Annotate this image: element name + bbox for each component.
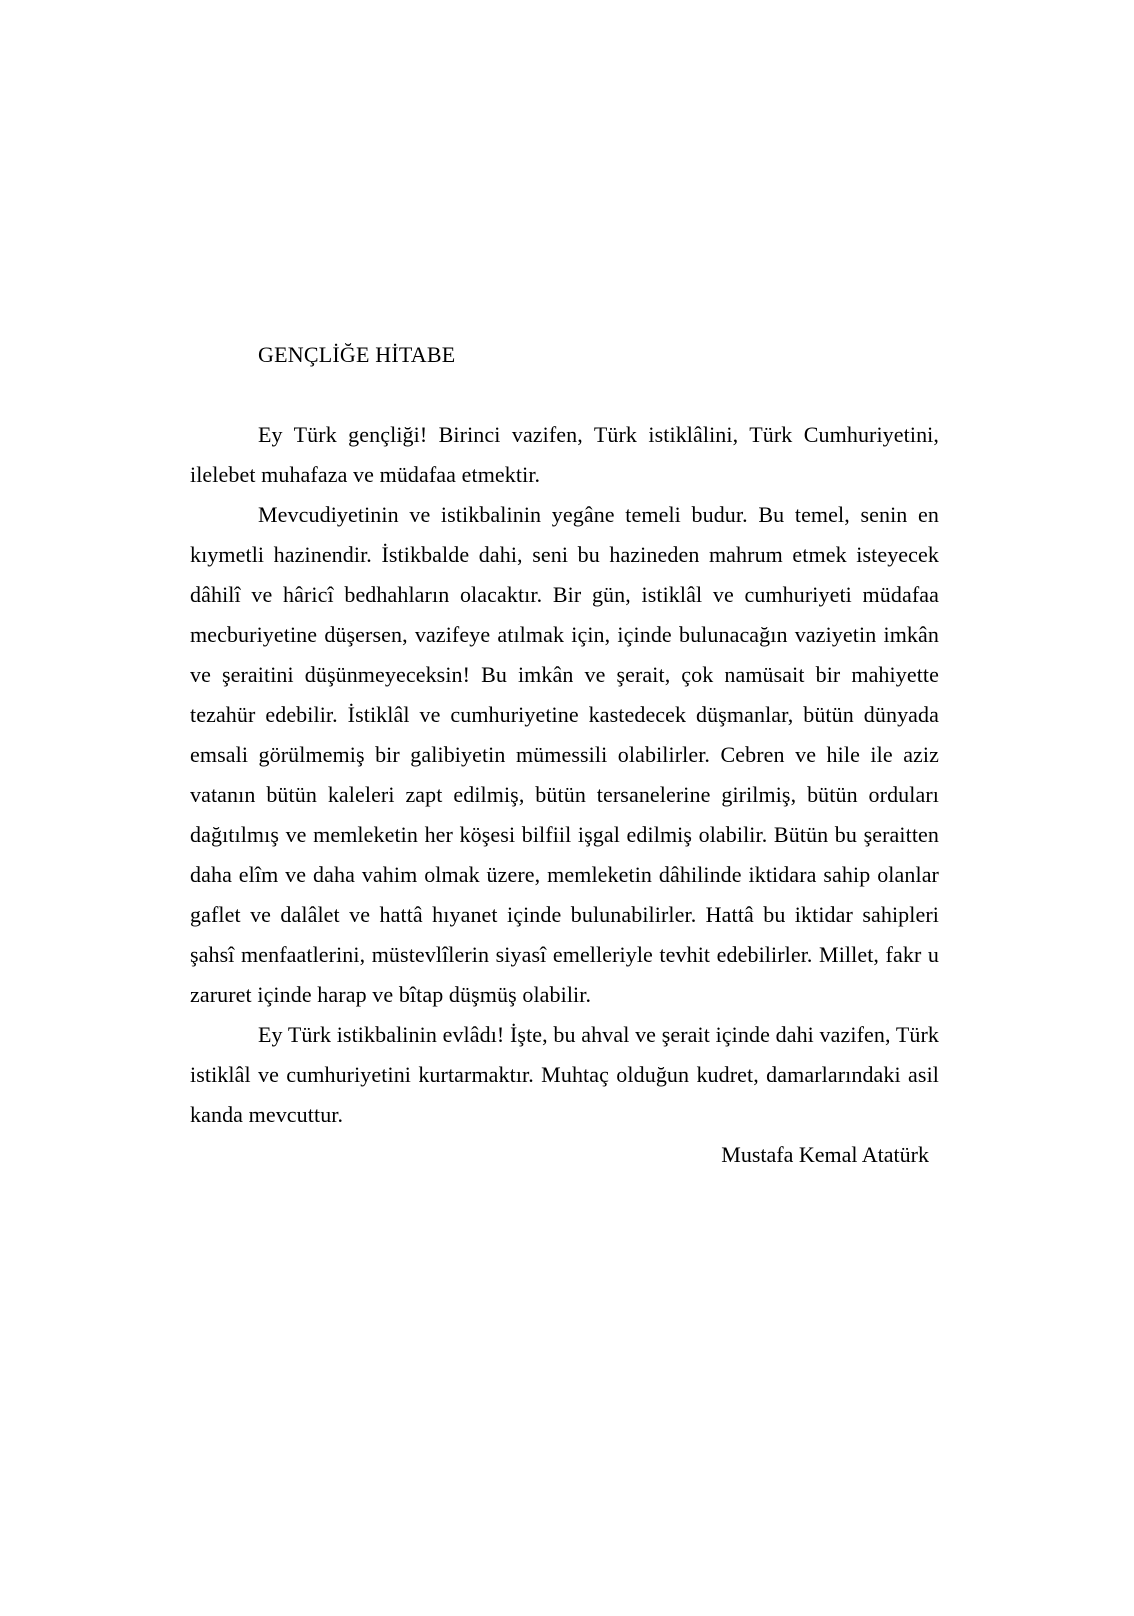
paragraph-closing: Ey Türk istikbalinin evlâdı! İşte, bu ahval ve şerait içinde dahi vazifen, Türk istiklâl ve cumhuriyetini kurtarmaktır. Muhtaç olduğun kudret, damarlarındaki asil kanda mevcuttur. bbox=[190, 1022, 939, 1127]
document-title: GENÇLİĞE HİTABE bbox=[258, 342, 456, 367]
paragraph-body: Mevcudiyetinin ve istikbalinin yegâne temeli budur. Bu temel, senin en kıymetli hazinendir. İstikbalde dahi, seni bu hazineden mahrum etmek isteyecek dâhilî ve hâricî bedhahların olacaktır. Bir gün, istiklâl ve cumhuriyeti müdafaa mecburiyetine düşersen, vazifeye atılmak için, içinde bulunacağın vaziyetin imkân ve şeraitini düşünmeyeceksin! Bu imkân ve şerait, çok namüsait bir mahiyette tezahür edebilir. İstiklâl ve cumhuriyetine kastedecek düşmanlar, bütün dünyada emsali görülmemiş bir galibiyetin mümessili olabilirler. Cebren ve hile ile aziz vatanın bütün kaleleri zapt edilmiş, bütün tersanelerine girilmiş, bütün orduları dağıtılmış ve memleketin her köşesi bilfiil işgal edilmiş olabilir. Bütün bu şeraitten daha elîm ve daha vahim olmak üzere, memleketin dâhilinde iktidara sahip olanlar gaflet ve dalâlet ve hattâ hıyanet içinde bulunabilirler. Hattâ bu iktidar sahipleri şahsî menfaatlerini, müstevlîlerin siyasî emelleriyle tevhit edebilirler. Millet, fakr u zaruret içinde harap ve bîtap düşmüş olabilir. bbox=[190, 502, 939, 1007]
signature: Mustafa Kemal Atatürk bbox=[721, 1142, 929, 1167]
paragraph-opening: Ey Türk gençliği! Birinci vazifen, Türk istiklâlini, Türk Cumhuriyetini, ilelebet muhafaza ve müdafaa etmektir. bbox=[190, 422, 939, 487]
